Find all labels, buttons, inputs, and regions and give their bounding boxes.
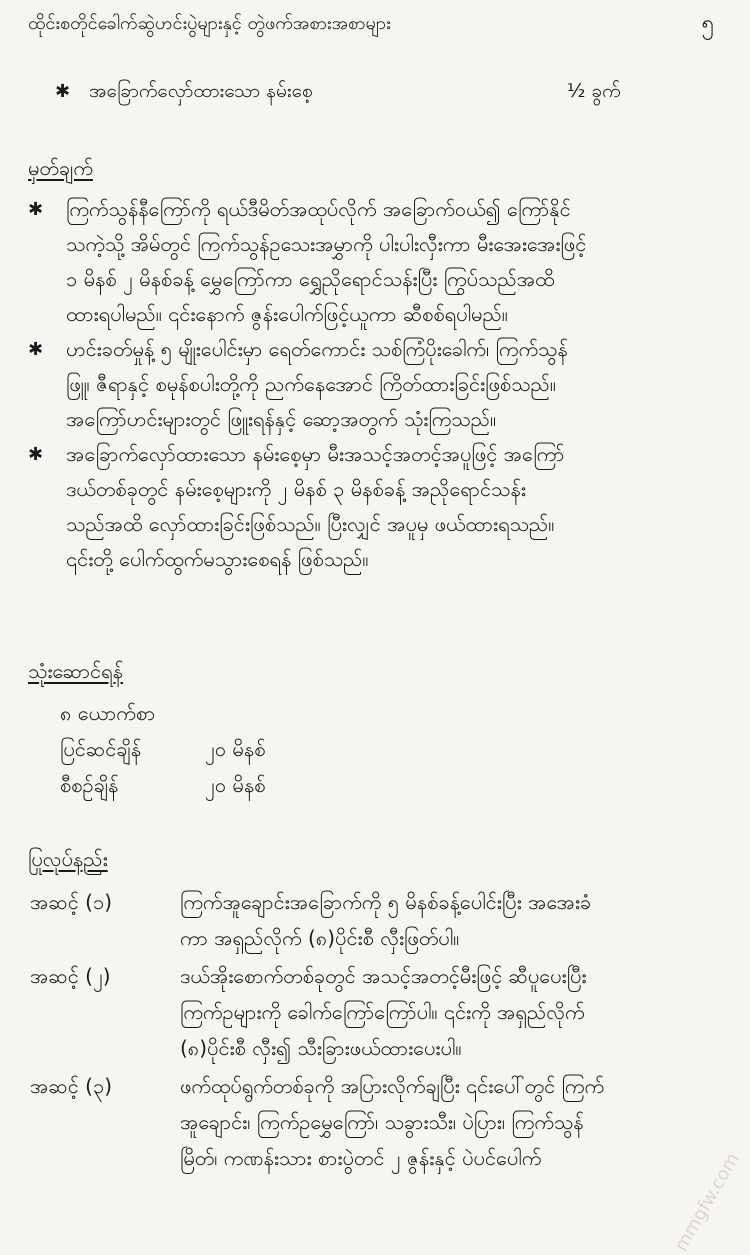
step-line: ကြက်ဥများကို ခေါက်ကြော်ကြော်ပါ။ ၎င်းကို အရှည်လိုက် [180,994,730,1030]
asterisk-icon: ✱ [28,332,52,367]
note-item [28,332,728,437]
step-line: မြိတ်၊ ကဏန်းသား စားပွဲတင် ၂ ဇွန်းနှင့် ပဲပင်ပေါက် [180,1140,730,1176]
ingredient-quantity: ½ ခွက် [567,76,621,106]
method-step [30,884,730,956]
note-line: အကြော်ဟင်းများတွင် ဖြူးရန်နှင့် ဆော့အတွက် သုံးကြသည်။ [66,402,728,437]
running-title: ထိုင်းစတိုင်ခေါက်ဆွဲဟင်းပွဲများနှင့် တွဲဖက်အစားအစာများ [28,10,391,38]
note-text [66,332,728,437]
note-line: အခြောက်လှော်ထားသော နမ်းစေ့မှာ မီးအသင့်အတင့်အပူဖြင့် အကြော် [66,437,728,472]
note-line: ၁ မိနစ် ၂ မိနစ်ခန့် မွှေကြော်ကာ ရွှေညိုရောင်သန်းပြီး ကြွပ်သည်အထိ [66,262,728,297]
step-line: အူချောင်း၊ ကြက်ဥမွှေကြော်၊ သခွားသီး၊ ပဲပြား၊ ကြက်သွန် [180,1104,730,1140]
asterisk-icon: ✱ [55,77,89,107]
serving-heading: သုံးဆောင်ရန် [28,655,123,687]
note-line: ဖြူ၊ ဇီရာနှင့် စမုန်စပါးတို့ကို ညက်နေအောင် ကြိတ်ထားခြင်းဖြစ်သည်။ [66,367,728,402]
step-line: ကြက်အူချောင်းအခြောက်ကို ၅ မိနစ်ခန့်ပေါင်းပြီး အအေးခံ [180,884,730,920]
note-text [66,437,728,577]
step-line: ကာ အရှည်လိုက် (၈)ပိုင်းစီ လှီးဖြတ်ပါ။ [180,920,730,956]
note-line: ၎င်းတို့ ပေါက်ထွက်မသွားစေရန် ဖြစ်သည်။ [66,542,728,577]
prep-time-label: ပြင်ဆင်ချိန် [60,731,205,767]
note-line: ဟင်းခတ်မှုန့် ၅ မျိုးပေါင်းမှာ ရေတ်ကောင်း သစ်ကြံပိုးခေါက်၊ ကြက်သွန် [66,332,728,367]
method-heading: ပြုလုပ်နည်း [28,843,108,875]
note-item [28,192,728,332]
step-label: အဆင့် (၁) [30,884,170,920]
method-step [30,1068,730,1176]
arrange-time-value: ၂၀ မိနစ် [205,773,265,797]
prep-time-row [60,731,265,767]
watermark: mmgfw.com [671,1150,744,1255]
step-label: အဆင့် (၃) [30,1068,170,1104]
ingredient-line [55,76,625,107]
step-line: ဒယ်အိုးစောက်တစ်ခုတွင် အသင့်အတင့်မီးဖြင့် ဆီပူပေးပြီး [180,958,730,994]
asterisk-icon: ✱ [28,192,52,227]
notes-heading: မှတ်ချက် [28,152,93,184]
page-number: ၅ [702,10,714,38]
note-line: ကြက်သွန်နီကြော်ကို ရယ်ဒီမိတ်အထုပ်လိုက် အခြောက်ဝယ်၍ ကြော်နိုင် [66,192,728,227]
prep-time-value: ၂၀ မိနစ် [205,737,265,761]
arrange-time-label: စီစဉ်ချိန် [60,767,205,803]
step-label: အဆင့် (၂) [30,958,170,994]
note-line: ထားရပါမည်။ ၎င်းနောက် ဇွန်းပေါက်ဖြင့်ယူကာ ဆီစစ်ရပါမည်။ [66,297,728,332]
note-line: သည်အထိ လှော်ထားခြင်းဖြစ်သည်။ ပြီးလျှင် အပူမှ ဖယ်ထားရသည်။ [66,507,728,542]
serving-portion: ၈ ယောက်စာ [60,695,155,731]
note-item [28,437,728,577]
note-line: သကဲ့သို့ အိမ်တွင် ကြက်သွန်ဥသေးအမွှာကို ပါးပါးလှီးကာ မီးအေးအေးဖြင့် [66,227,728,262]
step-line: (၈)ပိုင်းစီ လှီး၍ သီးခြားဖယ်ထားပေးပါ။ [180,1030,730,1066]
arrange-time-row [60,767,265,803]
step-line: ဖက်ထုပ်ရွက်တစ်ခုကို အပြားလိုက်ချပြီး ၎င်းပေါ်တွင် ကြက် [180,1068,730,1104]
note-text [66,192,728,332]
ingredient-name: အခြောက်လှော်ထားသော နမ်းစေ့ [89,80,313,102]
asterisk-icon: ✱ [28,437,52,472]
step-text [180,958,730,1066]
step-text [180,884,730,956]
step-text [180,1068,730,1176]
note-line: ဒယ်တစ်ခုတွင် နမ်းစေ့များကို ၂ မိနစ် ၃ မိနစ်ခန့် အညိုရောင်သန်း [66,472,728,507]
method-step [30,958,730,1066]
